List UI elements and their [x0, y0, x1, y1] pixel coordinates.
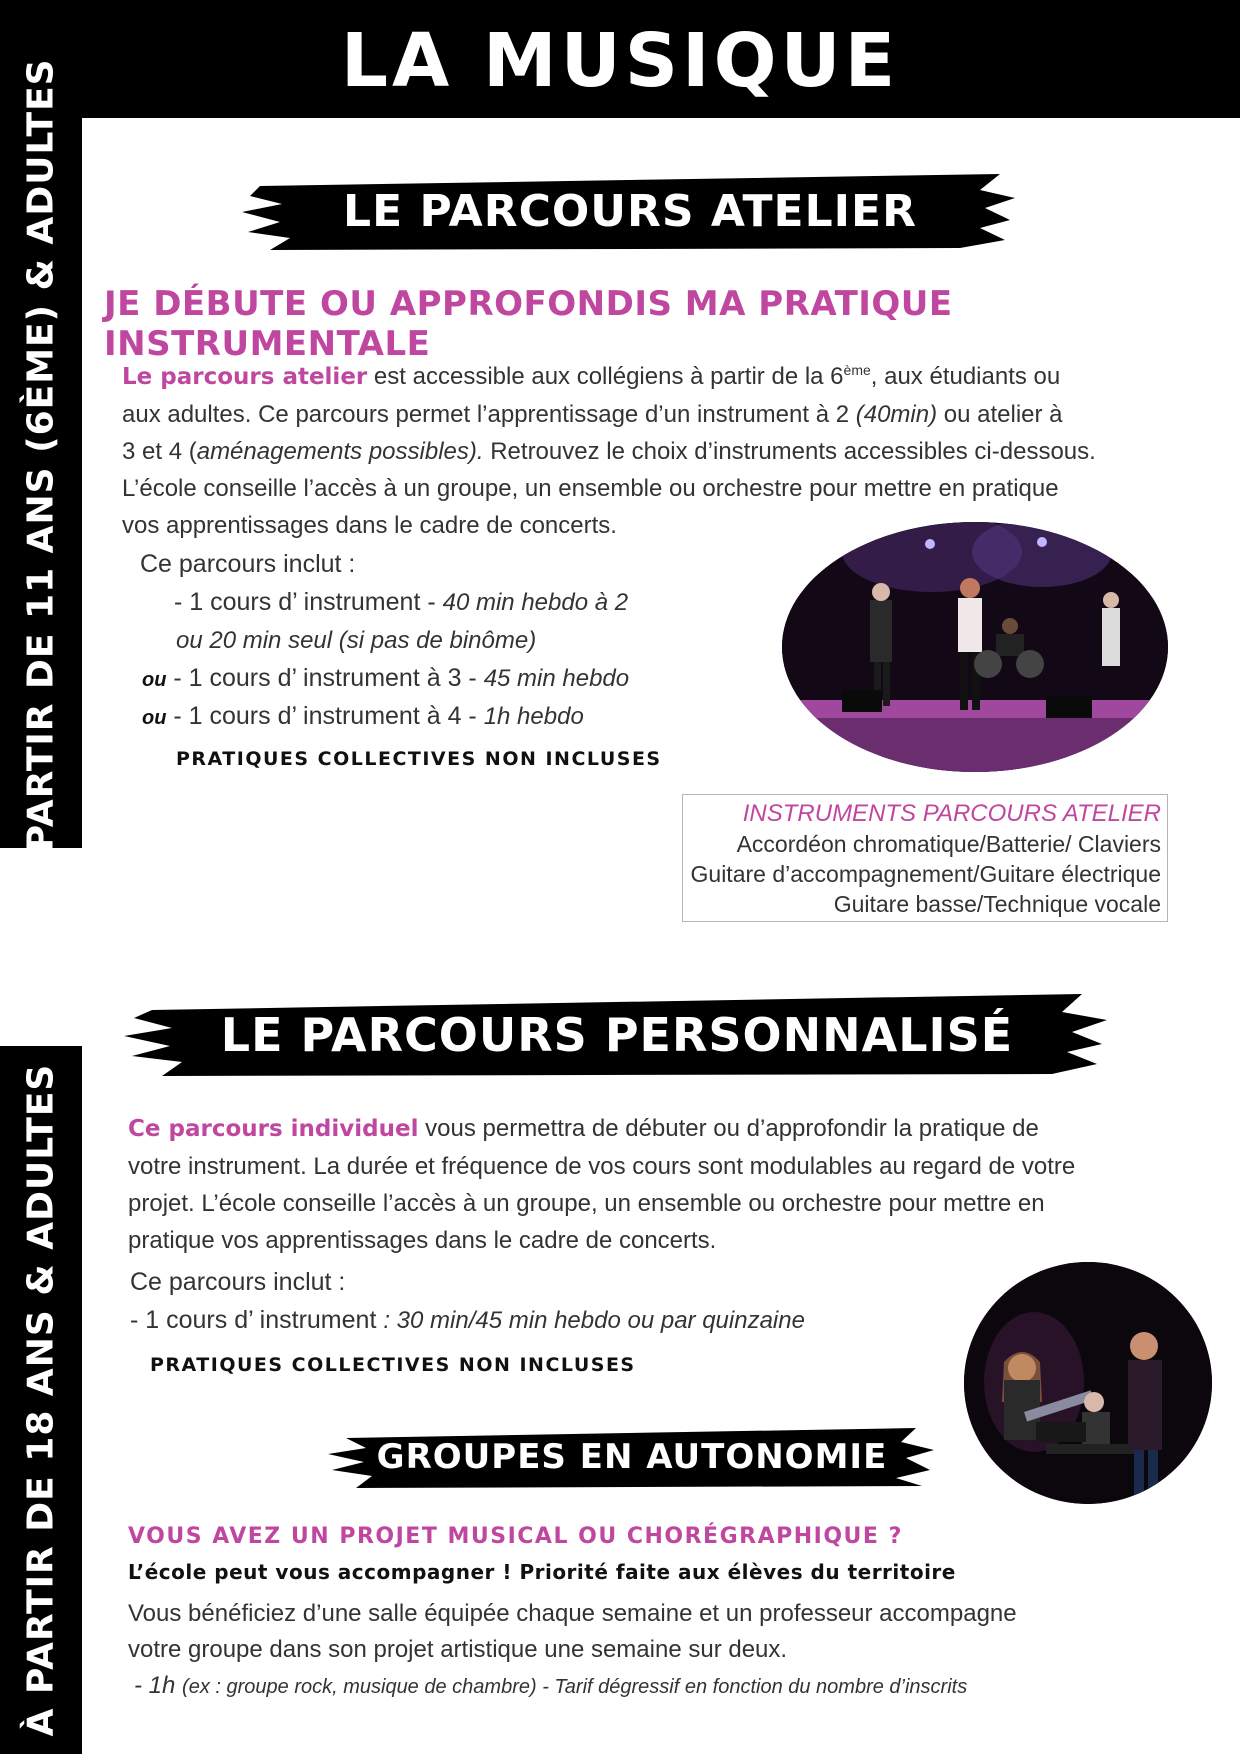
- instrument-line: Guitare basse/Technique vocale: [833, 891, 1161, 917]
- atelier-intro: [122, 352, 1142, 544]
- atelier-collective-note: PRATIQUES COLLECTIVES NON INCLUSES: [176, 748, 662, 770]
- personnalise-collective-note: PRATIQUES COLLECTIVES NON INCLUSES: [150, 1354, 636, 1376]
- option-text: - 1 cours d’ instrument à 4 -: [166, 702, 484, 730]
- atelier-option-1-cont: [176, 626, 536, 655]
- atelier-option-2: [142, 664, 629, 693]
- option-text: - 1 cours d’ instrument -: [174, 588, 443, 616]
- intro-text: 3 et 4 (: [122, 438, 197, 465]
- option-text: - 1 cours d’ instrument à 3 -: [166, 664, 484, 692]
- option-italic: ou 20 min seul (si pas de binôme): [176, 627, 537, 654]
- intro-text: aux adultes. Ce parcours permet l’apprentissage d’un instrument à 2: [122, 401, 856, 428]
- or-label: ou: [142, 707, 167, 729]
- side-tab-label: À PARTIR DE 18 ANS & ADULTES: [20, 1063, 62, 1737]
- heading-personnalise: [122, 990, 1112, 1080]
- side-tab-label: À PARTIR DE 11 ANS (6ÈME) & ADULTES: [20, 58, 62, 894]
- groupes-support: L’école peut vous accompagner ! Priorité faite aux élèves du territoire: [128, 1560, 956, 1584]
- intro-text: vous permettra de débuter ou d’approfondir la pratique de: [418, 1115, 1039, 1142]
- personnalise-option-1: [130, 1306, 805, 1335]
- intro-text: pratique vos apprentissages dans le cadre de concerts.: [128, 1227, 717, 1254]
- side-tab-age-18: [0, 1046, 82, 1754]
- atelier-subheading: JE DÉBUTE OU APPROFONDIS MA PRATIQUE INSTRUMENTALE: [104, 284, 953, 364]
- desc-text: votre groupe dans son projet artistique une semaine sur deux.: [128, 1636, 788, 1663]
- atelier-intro-bold: Le parcours atelier: [122, 364, 368, 390]
- option-text: - 1 cours d’ instrument: [130, 1306, 384, 1334]
- instrument-line: Guitare d’accompagnement/Guitare électrique: [690, 861, 1161, 887]
- side-tab-age-11: [0, 58, 82, 894]
- desc-text: Vous bénéficiez d’une salle équipée chaque semaine et un professeur accompagne: [128, 1600, 1017, 1627]
- personnalise-intro: [128, 1110, 1168, 1259]
- heading-atelier: [240, 168, 1020, 254]
- concert-stage-illustration: [782, 522, 1168, 772]
- intro-text: vos apprentissages dans le cadre de concerts.: [122, 512, 617, 539]
- band-illustration: [964, 1262, 1212, 1504]
- groupes-question: VOUS AVEZ UN PROJET MUSICAL OU CHORÉGRAPHIQUE ?: [128, 1524, 903, 1549]
- heading-label: GROUPES EN AUTONOMIE: [376, 1437, 888, 1477]
- intro-text: L’école conseille l’accès à un groupe, un ensemble ou orchestre pour mettre en pratique: [122, 475, 1059, 502]
- intro-text: projet. L’école conseille l’accès à un groupe, un ensemble ou orchestre pour mettre en: [128, 1190, 1045, 1217]
- detail-italic: (ex : groupe rock, musique de chambre) - Tarif dégressif en fonction du nombre d’inscrits: [182, 1676, 968, 1698]
- groupes-description: [128, 1596, 1168, 1668]
- option-italic: 40 min hebdo à 2: [442, 589, 629, 616]
- page-title: LA MUSIQUE: [340, 18, 900, 104]
- option-italic: 45 min hebdo: [483, 665, 630, 692]
- atelier-includes-label: Ce parcours inclut :: [140, 550, 356, 578]
- intro-text: est accessible aux collégiens à partir de la 6: [367, 363, 844, 390]
- concert-photo: [782, 522, 1168, 772]
- personnalise-intro-bold: Ce parcours individuel: [128, 1116, 419, 1142]
- heading-groupes: [326, 1422, 938, 1492]
- heading-label: LE PARCOURS ATELIER: [343, 185, 917, 237]
- intro-text: ou atelier à: [937, 401, 1063, 428]
- intro-text: , aux étudiants ou: [870, 363, 1061, 390]
- intro-sup: ème: [843, 362, 871, 378]
- personnalise-includes-label: Ce parcours inclut :: [130, 1268, 346, 1296]
- instruments-title: INSTRUMENTS PARCOURS ATELIER: [742, 800, 1161, 827]
- heading-label: LE PARCOURS PERSONNALISÉ: [220, 1008, 1014, 1062]
- option-italic: : 30 min/45 min hebdo ou par quinzaine: [383, 1307, 805, 1334]
- option-italic: 1h hebdo: [483, 703, 584, 730]
- atelier-option-3: [142, 702, 584, 731]
- atelier-option-1: [174, 588, 628, 617]
- intro-italic: (40min): [855, 401, 938, 428]
- band-photo: [964, 1262, 1212, 1504]
- groupes-detail: [134, 1672, 967, 1700]
- intro-text: Retrouvez le choix d’instruments accessibles ci-dessous.: [483, 438, 1096, 465]
- intro-text: votre instrument. La durée et fréquence de vos cours sont modulables au regard de votre: [128, 1153, 1076, 1180]
- detail-italic: - 1h: [134, 1672, 183, 1699]
- instrument-line: Accordéon chromatique/Batterie/ Claviers: [736, 831, 1161, 857]
- instruments-box: [682, 794, 1168, 922]
- or-label: ou: [142, 669, 167, 691]
- intro-italic: aménagements possibles).: [196, 438, 484, 465]
